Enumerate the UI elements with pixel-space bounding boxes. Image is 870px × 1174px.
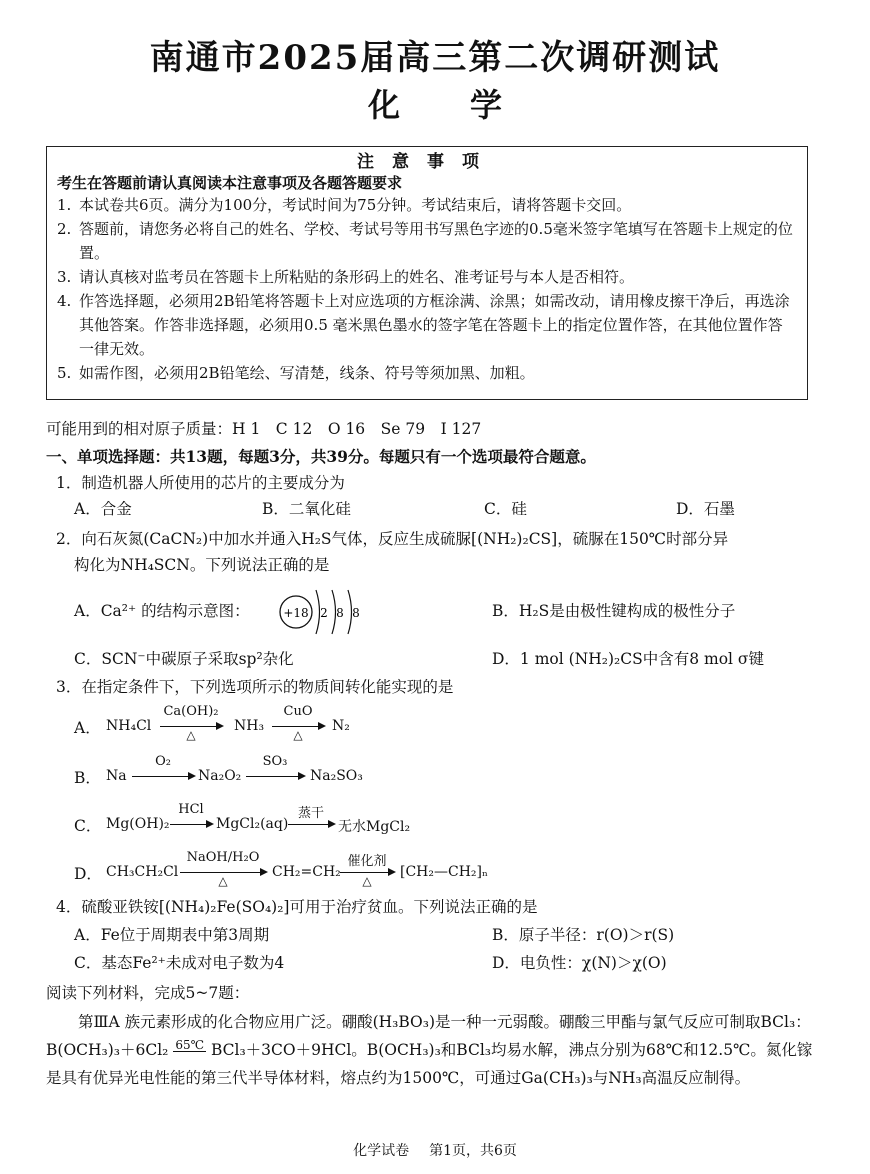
shell-electrons: 8 <box>336 606 344 620</box>
question-3-stem: 3．在指定条件下，下列选项所示的物质间转化能实现的是 <box>56 678 454 696</box>
reaction-condition: 65℃ <box>175 1038 205 1052</box>
notice-item: 1. 本试卷共6页。满分为100分，考试时间为75分钟。考试结束后，请将答题卡交回。 <box>57 196 632 214</box>
footer-page-number: 第1页，共6页 <box>429 1143 517 1159</box>
q3-option-a: A． NH₄Cl Ca(OH)₂ △ NH₃ CuO △ N₂ <box>74 704 350 742</box>
q2-option-a: A．Ca²⁺ 的结构示意图： <box>74 602 250 620</box>
shell-electrons: 8 <box>352 606 360 620</box>
subject-title: 化学 <box>367 86 572 124</box>
notice-item: 2. 答题前，请您务必将自己的姓名、学校、考试号等用书写黑色字迹的0.5毫米签字笔填写在答题卡上规定的位置。 <box>57 220 793 262</box>
notice-item: 4. 作答选择题，必须用2B铅笔将答题卡上对应选项的方框涂满、涂黑；如需改动，请用橡皮擦干净后，再选涂其他答案。作答非选择题，必须用0.5 毫米黑色墨水的签字笔在答题卡上的指定位置作答，在其他位置作答一律无效。 <box>57 292 790 358</box>
question-1-stem: 1．制造机器人所使用的芯片的主要成分为 <box>56 474 345 492</box>
ca-ion-structure-diagram <box>276 584 366 640</box>
q1-option-a: A．合金 <box>74 500 132 518</box>
page-footer <box>0 1140 870 1160</box>
nucleus-charge: +18 <box>283 606 309 620</box>
q3-option-d: D． CH₃CH₂Cl NaOH/H₂O △ CH₂=CH₂ 催化剂 △ [CH₂—CH₂]ₙ <box>74 850 489 888</box>
q1-option-c: C．硅 <box>484 500 527 518</box>
q1-option-d: D．石墨 <box>676 500 735 518</box>
question-4-stem: 4．硫酸亚铁铵[(NH₄)₂Fe(SO₄)₂]可用于治疗贫血。下列说法正确的是 <box>56 898 538 916</box>
footer-subject: 化学试卷 <box>353 1143 410 1159</box>
reading-paragraph: 第ⅢA 族元素形成的化合物应用广泛。硼酸(H₃BO₃)是一种一元弱酸。硼酸三甲酯与氯气反应可制取BCl₃：B(OCH₃)₃＋6Cl₂ 65℃ BCl₃＋3CO＋9HCl。B(OCH₃)₃和BCl₃均易水解，沸点分别为68℃和12.5℃。氮化镓是具有优异光电性能的第三代半导体材料，熔点约为1500℃，可通过Ga(CH₃)₃与NH₃高温反应制得。 <box>46 1013 813 1087</box>
reading-intro: 阅读下列材料，完成5~7题： <box>46 984 250 1002</box>
q4-option-d: D．电负性：χ(N)＞χ(O) <box>492 954 667 972</box>
shell-electrons: 2 <box>320 606 328 620</box>
notice-intro: 考生在答题前请认真阅读本注意事项及各题答题要求 <box>57 174 403 192</box>
q4-option-c: C．基态Fe²⁺未成对电子数为4 <box>74 954 285 972</box>
reaction-arrow-icon <box>246 776 304 777</box>
notice-box <box>46 146 808 400</box>
q4-option-a: A．Fe位于周期表中第3周期 <box>74 926 270 944</box>
section-heading: 一、单项选择题：共13题，每题3分，共39分。每题只有一个选项最符合题意。 <box>46 447 596 466</box>
page-title: 南通市2025届高三第二次调研测试 <box>149 38 721 78</box>
reaction-arrow-icon <box>288 824 334 825</box>
q1-option-b: B．二氧化硅 <box>262 500 351 518</box>
q3-option-b: B． Na O₂ Na₂O₂ SO₃ Na₂SO₃ <box>74 754 363 787</box>
q4-option-b: B．原子半径：r(O)＞r(S) <box>492 926 675 944</box>
notice-item: 5. 如需作图，必须用2B铅笔绘、写清楚，线条、符号等须加黑、加粗。 <box>57 364 535 382</box>
reaction-arrow-icon <box>340 872 394 873</box>
reaction-arrow-icon <box>170 824 212 825</box>
question-2-stem-cont: 构化为NH₄SCN。下列说法正确的是 <box>74 556 330 574</box>
q2-option-d: D．1 mol (NH₂)₂CS中含有8 mol σ键 <box>492 650 764 668</box>
question-2-stem: 2．向石灰氮(CaCN₂)中加水并通入H₂S气体，反应生成硫脲[(NH₂)₂CS]，硫脲在150℃时部分异 <box>56 530 729 548</box>
atomic-masses: 可能用到的相对原子质量：H 1 C 12 O 16 Se 79 I 127 <box>46 420 482 438</box>
notice-item: 3. 请认真核对监考员在答题卡上所粘贴的条形码上的姓名、准考证号与本人是否相符。 <box>57 268 635 286</box>
notice-title: 注意事项 <box>357 152 497 172</box>
q2-option-b: B．H₂S是由极性键构成的极性分子 <box>492 602 736 620</box>
reaction-arrow-icon <box>272 726 324 727</box>
q3-option-c: C． Mg(OH)₂ HCl MgCl₂(aq) 蒸干 无水MgCl₂ <box>74 802 411 835</box>
reaction-arrow-icon <box>132 776 194 777</box>
q2-option-c: C．SCN⁻中碳原子采取sp²杂化 <box>74 650 294 668</box>
reaction-arrow-icon <box>180 872 266 873</box>
reaction-arrow-icon <box>160 726 222 727</box>
